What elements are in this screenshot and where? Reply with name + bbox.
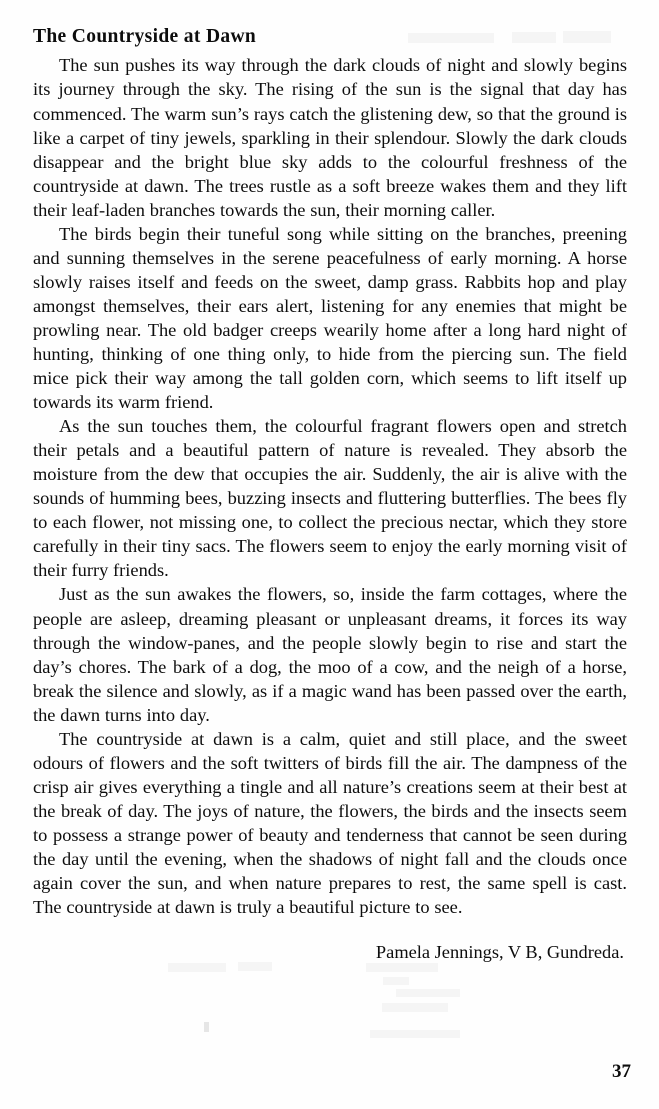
page-number: 37 bbox=[612, 1061, 631, 1082]
bleed-through-ghost bbox=[382, 1003, 448, 1012]
bleed-through-ghost bbox=[370, 1030, 460, 1038]
article-body bbox=[33, 26, 627, 964]
paragraph: The birds begin their tuneful song while sitting on the branches, preening and sunning themselves in the serene peacefulness of early morning. A horse slowly raises itself and feeds on the sweet, damp grass. Rabbits hop and play amongst themselves, their ears alert, listening for any enemies that might be prowling near. The old badger creeps wearily home after a long hard night of hunting, thinking of one thing only, to hide from the piercing sun. The field mice pick their way among the tall golden corn, which seems to lift itself up towards its warm friend. bbox=[33, 223, 627, 413]
paragraph: The sun pushes its way through the dark clouds of night and slowly begins its journey through the sky. The rising of the sun is the signal that day has commenced. The warm sun’s rays catch the glistening dew, so that the ground is like a carpet of tiny jewels, sparkling in their splendour. Slowly the dark clouds disappear and the bright blue sky adds to the colourful freshness of the countryside at dawn. The trees rustle as a soft breeze wakes them and they lift their leaf-laden branches towards the sun, their morning caller. bbox=[33, 55, 627, 220]
bleed-through-ghost bbox=[366, 963, 438, 972]
bleed-through-ghost bbox=[168, 963, 226, 972]
author-attribution: Pamela Jennings, V B, Gundreda. bbox=[375, 942, 624, 963]
paragraph: The countryside at dawn is a calm, quiet and still place, and the sweet odours of flowers and the soft twitters of birds fill the air. The dampness of the crisp air gives everything a tingle and all nature’s creations seem at their best at the break of day. The joys of nature, the flowers, the birds and the insects seem to possess a strange power of beauty and tenderness that cannot be seen during the day until the evening, when the shadows of night fall and the clouds once again cover the sun, and when nature prepares to rest, the same spell is cast. The countryside at dawn is truly a beautiful picture to see. bbox=[33, 728, 627, 918]
page-title: The Countryside at Dawn bbox=[33, 26, 257, 47]
bleed-through-ghost bbox=[396, 989, 460, 997]
bleed-through-ghost bbox=[204, 1022, 209, 1032]
paragraph: As the sun touches them, the colourful fragrant flowers open and stretch their petals and a beautiful pattern of nature is revealed. They absorb the moisture from the dew that occupies the air. Suddenly, the air is alive with the sounds of humming bees, buzzing insects and fluttering butterflies. The bees fly to each flower, not missing one, to collect the precious nectar, which they store carefully in their tiny sacs. The flowers seem to enjoy the early morning visit of their furry friends. bbox=[33, 416, 627, 581]
bleed-through-ghost bbox=[383, 977, 409, 985]
paragraph: Just as the sun awakes the flowers, so, inside the farm cottages, where the people are asleep, dreaming pleasant or unpleasant dreams, it forces its way through the window-panes, and the people slowly begin to rise and start the day’s chores. The bark of a dog, the moo of a cow, and the neigh of a horse, break the silence and slowly, as if a magic wand has been passed over the earth, the dawn turns into day. bbox=[33, 584, 627, 725]
